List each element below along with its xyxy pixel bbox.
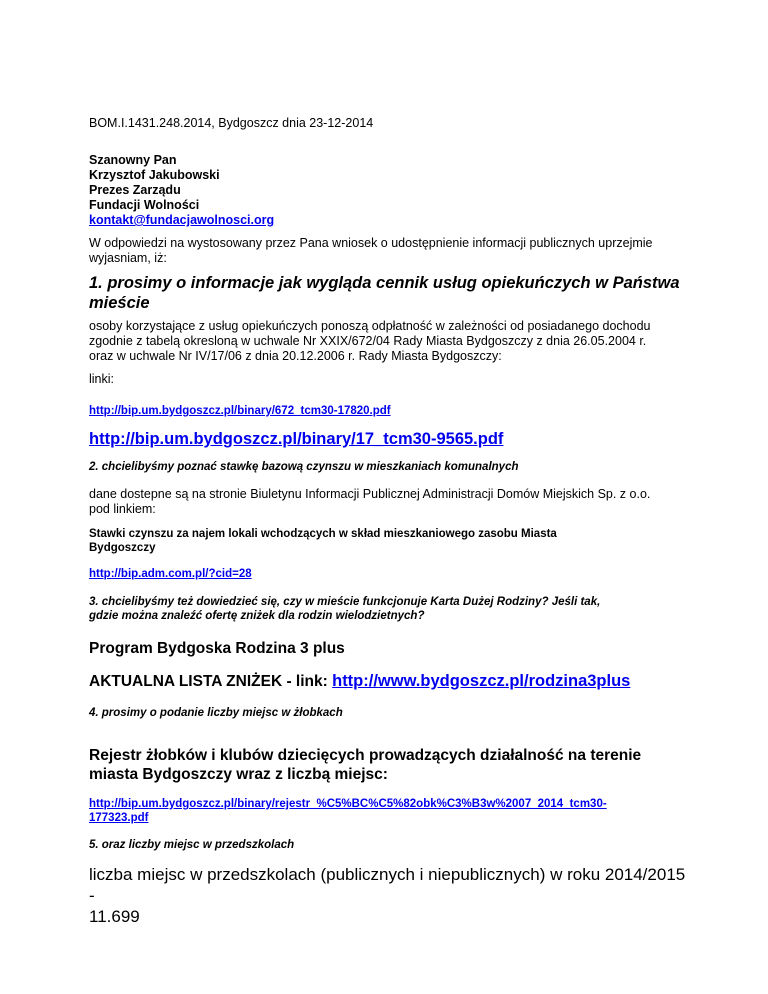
section1-heading-line: mieście	[89, 294, 150, 312]
section1-heading	[89, 273, 680, 313]
nursery-register-heading	[89, 746, 641, 784]
intro-paragraph	[89, 236, 652, 266]
recipient-salutation: Szanowny Pan	[89, 153, 177, 167]
recipient-organization: Fundacji Wolności	[89, 198, 200, 212]
discount-list-label: AKTUALNA LISTA ZNIŻEK - link:	[89, 673, 333, 690]
question-4: 4. prosimy o podanie liczby miejsc w żłobkach	[89, 707, 343, 719]
section1-body-line: osoby korzystające z usług opiekuńczych ponoszą odpłatność w zależności od posiadanego dochodu	[89, 319, 651, 333]
question-5: 5. oraz liczby miejsc w przedszkolach	[89, 839, 295, 851]
reference-line: BOM.I.1431.248.2014, Bydgoszcz dnia 23-12-2014	[89, 116, 374, 130]
recipient-email-link[interactable]: kontakt@fundacjawolnosci.org	[89, 213, 275, 227]
program-heading: Program Bydgoska Rodzina 3 plus	[89, 640, 345, 657]
section1-body	[89, 319, 650, 364]
rent-rates-title	[89, 527, 557, 555]
recipient-block	[89, 153, 274, 228]
rent-rates-title-line: Stawki czynszu za najem lokali wchodzących w skład mieszkaniowego zasobu Miasta	[89, 528, 557, 540]
kindergarten-answer-line: 11.699	[89, 907, 140, 926]
section1-body-line: zgodnie z tabelą okresloną w uchwale Nr XXIX/672/04 Rady Miasta Bydgoszczy z dnia 26.05.2004 r.	[89, 334, 647, 348]
rent-rates-title-line: Bydgoszczy	[89, 542, 156, 554]
section2-body-line: dane dostepne są na stronie Biuletynu Informacji Publicznej Administracji Domów Miejskich Sp. z o.o.	[89, 487, 651, 501]
recipient-name: Krzysztof Jakubowski	[89, 168, 220, 182]
rent-rates-link[interactable]: http://bip.adm.com.pl/?cid=28	[89, 568, 252, 580]
section2-body	[89, 487, 650, 517]
question-3	[89, 595, 600, 623]
question-3-line: 3. chcielibyśmy też dowiedzieć się, czy w mieście funkcjonuje Karta Dużej Rodziny? Jeśli tak,	[89, 596, 601, 608]
discount-list-line	[89, 672, 630, 691]
discount-list-link[interactable]: http://www.bydgoszcz.pl/rodzina3plus	[332, 672, 631, 690]
section1-body-line: oraz w uchwale Nr IV/17/06 z dnia 20.12.2006 r. Rady Miasta Bydgoszczy:	[89, 349, 502, 363]
links-label: linki:	[89, 372, 115, 386]
nursery-register-heading-line: Rejestr żłobków i klubów dziecięcych prowadzących działalność na terenie	[89, 747, 642, 764]
kindergarten-answer-line: liczba miejsc w przedszkolach (publicznych i niepublicznych) w roku 2014/2015 -	[89, 865, 686, 905]
section1-heading-line: 1. prosimy o informacje jak wygląda cennik usług opiekuńczych w Państwa	[89, 274, 680, 292]
price-list-link-1[interactable]: http://bip.um.bydgoszcz.pl/binary/672_tcm30-17820.pdf	[89, 405, 391, 417]
price-list-link-2[interactable]: http://bip.um.bydgoszcz.pl/binary/17_tcm30-9565.pdf	[89, 430, 504, 448]
question-3-line: gdzie można znaleźć ofertę zniżek dla rodzin wielodzietnych?	[89, 610, 425, 622]
recipient-title: Prezes Zarządu	[89, 183, 181, 197]
intro-line: wyjasniam, iż:	[89, 251, 167, 265]
nursery-register-link-line[interactable]: 177323.pdf	[89, 812, 149, 824]
section2-body-line: pod linkiem:	[89, 502, 156, 516]
nursery-register-heading-line: miasta Bydgoszczy wraz z liczbą miejsc:	[89, 766, 388, 783]
intro-line: W odpowiedzi na wystosowany przez Pana wniosek o udostępnienie informacji publicznych uprzejmie	[89, 236, 653, 250]
kindergarten-answer	[89, 864, 689, 927]
nursery-register-link-line[interactable]: http://bip.um.bydgoszcz.pl/binary/rejestr_%C5%BC%C5%82obk%C3%B3w%2007_2014_tcm30-	[89, 798, 607, 810]
nursery-register-link[interactable]	[89, 797, 607, 825]
question-2: 2. chcielibyśmy poznać stawkę bazową czynszu w mieszkaniach komunalnych	[89, 461, 519, 473]
